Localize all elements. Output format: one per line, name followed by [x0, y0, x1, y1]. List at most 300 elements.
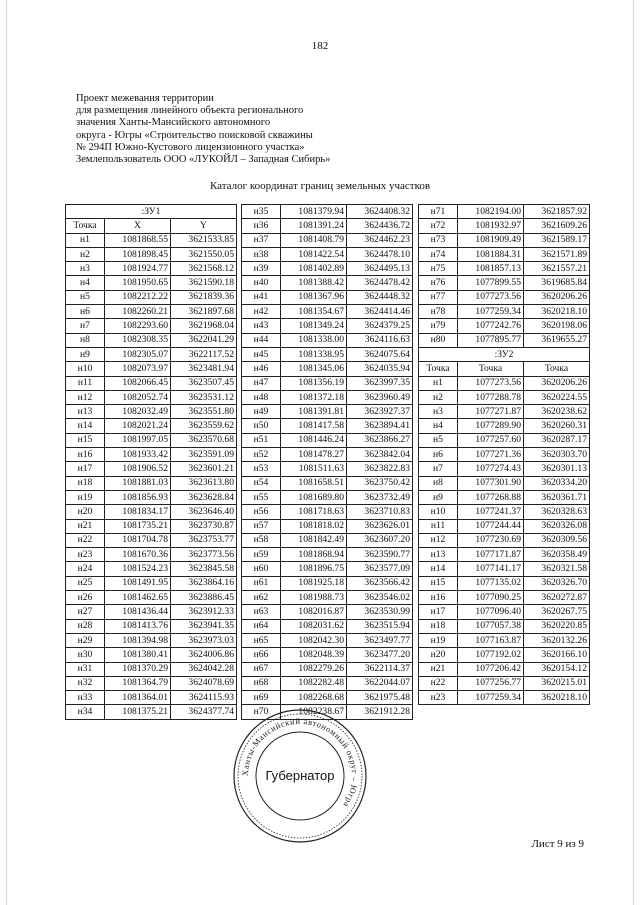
coordinate-y: 3623507.45: [171, 376, 237, 390]
table-row: [242, 691, 413, 705]
coordinate-x: 1077241.37: [458, 505, 524, 519]
point-id: н27: [66, 605, 105, 619]
coordinate-y: 3621857.92: [524, 205, 590, 219]
coordinate-y: 3620303.70: [524, 448, 590, 462]
point-id: н76: [419, 276, 458, 290]
point-id: н20: [419, 648, 458, 662]
table-row: [66, 562, 237, 576]
coordinate-y: 3624075.64: [347, 347, 413, 361]
coordinate-x: 1081402.89: [281, 262, 347, 276]
zu1-title: :ЗУ1: [66, 205, 237, 219]
point-id: н42: [242, 305, 281, 319]
stamp-center-text: Губернатор: [265, 768, 335, 783]
table-row: [242, 662, 413, 676]
table-row: [66, 390, 237, 404]
point-id: н1: [419, 376, 458, 390]
table-row: [419, 247, 590, 261]
point-id: н53: [242, 462, 281, 476]
coordinate-x: 1081394.98: [105, 633, 171, 647]
point-id: н6: [66, 305, 105, 319]
table-row: [66, 233, 237, 247]
coordinate-x: 1082238.67: [281, 705, 347, 719]
table-row: [242, 305, 413, 319]
point-id: н39: [242, 262, 281, 276]
coordinate-x: 1081422.54: [281, 247, 347, 261]
header-line: № 294П Южно-Кустового лицензионного участка»: [76, 141, 305, 153]
table-row: [242, 333, 413, 347]
point-id: н34: [66, 705, 105, 719]
table-row: [66, 591, 237, 605]
point-id: н56: [242, 505, 281, 519]
table-row: [419, 562, 590, 576]
coordinate-y: 3623607.20: [347, 533, 413, 547]
table-row: [66, 648, 237, 662]
table-row: [419, 605, 590, 619]
coordinate-y: 3623730.87: [171, 519, 237, 533]
table-row: [66, 691, 237, 705]
header-line: Проект межевания территории: [76, 93, 214, 104]
table-row: [242, 290, 413, 304]
coordinate-x: 1081834.17: [105, 505, 171, 519]
table-row: [419, 219, 590, 233]
table-row: [419, 433, 590, 447]
table-row: [66, 305, 237, 319]
coordinate-x: 1081345.06: [281, 362, 347, 376]
coordinate-y: 3620334.20: [524, 476, 590, 490]
table-row: [66, 676, 237, 690]
coordinate-x: 1082042.30: [281, 633, 347, 647]
point-id: н21: [419, 662, 458, 676]
coordinate-x: 1081670.36: [105, 548, 171, 562]
point-id: н71: [419, 205, 458, 219]
point-id: н5: [419, 433, 458, 447]
point-id: н13: [66, 405, 105, 419]
table-row: [419, 405, 590, 419]
table-row: [66, 505, 237, 519]
table-row: [242, 376, 413, 390]
table-row: [419, 305, 590, 319]
point-id: н13: [419, 548, 458, 562]
coordinate-y: 3623570.68: [171, 433, 237, 447]
point-id: н38: [242, 247, 281, 261]
point-id: н54: [242, 476, 281, 490]
point-id: н20: [66, 505, 105, 519]
point-id: н12: [66, 390, 105, 404]
coordinate-y: 3623866.27: [347, 433, 413, 447]
table-row: [66, 419, 237, 433]
coordinate-x: 1081906.52: [105, 462, 171, 476]
coordinates-table-3: [418, 204, 590, 705]
table-row: [419, 490, 590, 504]
table-row: [419, 290, 590, 304]
point-id: н7: [419, 462, 458, 476]
table-row: [242, 462, 413, 476]
coordinate-y: 3623997.35: [347, 376, 413, 390]
coordinate-x: 1081925.18: [281, 576, 347, 590]
coordinate-x: 1077057.38: [458, 619, 524, 633]
coordinate-x: 1077230.69: [458, 533, 524, 547]
coordinate-x: 1077271.36: [458, 448, 524, 462]
point-id: н10: [419, 505, 458, 519]
point-id: н32: [66, 676, 105, 690]
coordinate-y: 3620224.55: [524, 390, 590, 404]
coordinate-y: 3623577.09: [347, 562, 413, 576]
coordinate-x: 1081391.24: [281, 219, 347, 233]
table-row: [242, 562, 413, 576]
coordinate-x: 1082260.21: [105, 305, 171, 319]
coordinate-y: 3619685.84: [524, 276, 590, 290]
coordinate-y: 3621609.26: [524, 219, 590, 233]
table-row: [419, 633, 590, 647]
table-row: [66, 319, 237, 333]
table-row: [242, 219, 413, 233]
table-row: [66, 490, 237, 504]
point-id: н73: [419, 233, 458, 247]
coordinate-y: 3620326.70: [524, 576, 590, 590]
coordinate-x: 1077090.25: [458, 591, 524, 605]
point-id: н75: [419, 262, 458, 276]
table-row: [242, 605, 413, 619]
table-row: [242, 405, 413, 419]
point-id: н24: [66, 562, 105, 576]
coordinate-y: 3621571.89: [524, 247, 590, 261]
point-id: н70: [242, 705, 281, 719]
table-row: [242, 247, 413, 261]
point-id: н12: [419, 533, 458, 547]
point-id: н47: [242, 376, 281, 390]
coordinate-y: 3620301.13: [524, 462, 590, 476]
coordinate-y: 3623960.49: [347, 390, 413, 404]
coordinate-y: 3621968.04: [171, 319, 237, 333]
point-id: н30: [66, 648, 105, 662]
table-row: [66, 333, 237, 347]
section-title-row: [419, 347, 590, 361]
coordinate-x: 1082308.35: [105, 333, 171, 347]
coordinate-y: 3620154.12: [524, 662, 590, 676]
table-row: [66, 433, 237, 447]
point-id: н69: [242, 691, 281, 705]
coordinate-y: 3623591.09: [171, 448, 237, 462]
header-line: округа - Югры «Строительство поисковой скважины: [76, 129, 313, 141]
coordinate-x: 1081356.19: [281, 376, 347, 390]
coordinate-y: 3624478.10: [347, 247, 413, 261]
coordinate-x: 1081417.58: [281, 419, 347, 433]
zu2-title: :ЗУ2: [419, 347, 590, 361]
table-row: [66, 533, 237, 547]
coordinate-x: 1077256.77: [458, 676, 524, 690]
table-row: [419, 419, 590, 433]
coordinate-y: 3622041.29: [171, 333, 237, 347]
coordinate-y: 3623497.77: [347, 633, 413, 647]
table-row: [419, 505, 590, 519]
point-id: н19: [419, 633, 458, 647]
coordinate-x: 1081380.41: [105, 648, 171, 662]
coordinate-x: 1081388.42: [281, 276, 347, 290]
table-row: [242, 205, 413, 219]
point-id: н58: [242, 533, 281, 547]
coordinate-x: 1077274.43: [458, 462, 524, 476]
coordinate-y: 3620218.10: [524, 305, 590, 319]
column-header: Точка: [419, 362, 458, 376]
point-id: н16: [419, 591, 458, 605]
point-id: н65: [242, 633, 281, 647]
table-row: [66, 276, 237, 290]
point-id: н37: [242, 233, 281, 247]
coordinate-x: 1081898.45: [105, 247, 171, 261]
coordinate-x: 1081364.01: [105, 691, 171, 705]
coordinate-y: 3623530.99: [347, 605, 413, 619]
point-id: н64: [242, 619, 281, 633]
point-id: н23: [66, 548, 105, 562]
coordinate-x: 1081372.18: [281, 390, 347, 404]
coordinate-x: 1081909.49: [458, 233, 524, 247]
coordinate-y: 3620309.56: [524, 533, 590, 547]
coordinate-x: 1081658.51: [281, 476, 347, 490]
table-row: [242, 633, 413, 647]
coordinate-y: 3623973.03: [171, 633, 237, 647]
coordinate-y: 3624448.32: [347, 290, 413, 304]
point-id: н21: [66, 519, 105, 533]
coordinate-y: 3623601.21: [171, 462, 237, 476]
coordinate-y: 3624116.63: [347, 333, 413, 347]
catalog-title: Каталог координат границ земельных участков: [209, 180, 431, 192]
coordinate-y: 3623886.45: [171, 591, 237, 605]
coordinate-y: 3620206.26: [524, 290, 590, 304]
table-row: [66, 290, 237, 304]
coordinate-x: 1082194.00: [458, 205, 524, 219]
coordinate-x: 1082021.24: [105, 419, 171, 433]
coordinate-x: 1081881.03: [105, 476, 171, 490]
coordinate-y: 3622117.52: [171, 347, 237, 361]
coordinate-y: 3623477.20: [347, 648, 413, 662]
point-id: н15: [419, 576, 458, 590]
table-row: [242, 419, 413, 433]
coordinate-y: 3624377.74: [171, 705, 237, 719]
coordinate-x: 1082016.87: [281, 605, 347, 619]
scan-edge-left: [6, 0, 7, 905]
coordinate-y: 3623590.77: [347, 548, 413, 562]
table-row: [242, 576, 413, 590]
coordinate-x: 1077244.44: [458, 519, 524, 533]
table-row: [66, 405, 237, 419]
coordinate-y: 3623912.33: [171, 605, 237, 619]
coordinate-y: 3623546.02: [347, 591, 413, 605]
coordinate-y: 3624115.93: [171, 691, 237, 705]
coordinate-x: 1081338.00: [281, 333, 347, 347]
point-id: н22: [66, 533, 105, 547]
table-row: [419, 319, 590, 333]
table-row: [66, 376, 237, 390]
table-row: [419, 448, 590, 462]
table-row: [66, 619, 237, 633]
column-header: Точка: [524, 362, 590, 376]
table-row: [66, 362, 237, 376]
point-id: н62: [242, 591, 281, 605]
coordinate-y: 3623626.01: [347, 519, 413, 533]
coordinate-y: 3624462.23: [347, 233, 413, 247]
coordinate-y: 3623613.80: [171, 476, 237, 490]
coordinate-y: 3620132.26: [524, 633, 590, 647]
coordinate-x: 1082032.49: [105, 405, 171, 419]
coordinate-y: 3623515.94: [347, 619, 413, 633]
coordinate-x: 1082073.97: [105, 362, 171, 376]
coordinate-x: 1077242.76: [458, 319, 524, 333]
point-id: н59: [242, 548, 281, 562]
table-row: [242, 676, 413, 690]
coordinate-y: 3623628.84: [171, 490, 237, 504]
table-row: [242, 476, 413, 490]
table-row: [66, 662, 237, 676]
point-id: н14: [419, 562, 458, 576]
coordinate-y: 3623566.42: [347, 576, 413, 590]
coordinate-y: 3623927.37: [347, 405, 413, 419]
point-id: н11: [419, 519, 458, 533]
coordinate-y: 3620361.71: [524, 490, 590, 504]
coordinate-x: 1081718.63: [281, 505, 347, 519]
table-row: [66, 448, 237, 462]
coordinate-x: 1077171.87: [458, 548, 524, 562]
point-id: н74: [419, 247, 458, 261]
table-row: [419, 576, 590, 590]
point-id: н15: [66, 433, 105, 447]
coordinate-x: 1077141.17: [458, 562, 524, 576]
point-id: н40: [242, 276, 281, 290]
coordinate-y: 3620206.26: [524, 376, 590, 390]
point-id: н51: [242, 433, 281, 447]
table-row: [242, 591, 413, 605]
point-id: н23: [419, 691, 458, 705]
point-id: н14: [66, 419, 105, 433]
point-id: н46: [242, 362, 281, 376]
point-id: н55: [242, 490, 281, 504]
table-row: [419, 462, 590, 476]
point-id: н8: [419, 476, 458, 490]
coordinate-x: 1081349.24: [281, 319, 347, 333]
point-id: н3: [419, 405, 458, 419]
table-row: [419, 691, 590, 705]
document-header: [76, 93, 330, 166]
coordinate-y: 3624478.42: [347, 276, 413, 290]
coordinate-y: 3623710.83: [347, 505, 413, 519]
table-row: [66, 605, 237, 619]
coordinate-y: 3623481.94: [171, 362, 237, 376]
point-id: н11: [66, 376, 105, 390]
coordinate-x: 1081884.31: [458, 247, 524, 261]
point-id: н19: [66, 490, 105, 504]
coordinate-y: 3621533.85: [171, 233, 237, 247]
table-row: [419, 648, 590, 662]
table-row: [66, 476, 237, 490]
point-id: н16: [66, 448, 105, 462]
table-row: [419, 205, 590, 219]
table-row: [242, 233, 413, 247]
point-id: н63: [242, 605, 281, 619]
coordinate-y: 3620166.10: [524, 648, 590, 662]
table-row: [242, 619, 413, 633]
table-row: [66, 519, 237, 533]
coordinate-x: 1081367.96: [281, 290, 347, 304]
point-id: н18: [66, 476, 105, 490]
point-id: н6: [419, 448, 458, 462]
point-id: н78: [419, 305, 458, 319]
table-row: [419, 533, 590, 547]
point-id: н17: [419, 605, 458, 619]
table-row: [419, 276, 590, 290]
coordinate-x: 1081338.95: [281, 347, 347, 361]
header-line: значения Ханты-Мансийского автономного: [76, 117, 271, 129]
point-id: н41: [242, 290, 281, 304]
coordinate-x: 1081524.23: [105, 562, 171, 576]
coordinate-x: 1081950.65: [105, 276, 171, 290]
point-id: н4: [419, 419, 458, 433]
point-id: н36: [242, 219, 281, 233]
stamp-ring-text: Ханты-Мансийский автономный округ – Югра: [239, 715, 361, 810]
table-row: [242, 490, 413, 504]
coordinate-y: 3620218.10: [524, 691, 590, 705]
coordinate-x: 1077289.90: [458, 419, 524, 433]
table-row: [419, 548, 590, 562]
coordinate-y: 3624414.46: [347, 305, 413, 319]
coordinate-x: 1081379.94: [281, 205, 347, 219]
coordinate-y: 3621568.12: [171, 262, 237, 276]
coordinate-x: 1081932.97: [458, 219, 524, 233]
table-row: [419, 619, 590, 633]
coordinate-x: 1081868.55: [105, 233, 171, 247]
coordinate-x: 1077192.02: [458, 648, 524, 662]
point-id: н31: [66, 662, 105, 676]
point-id: н61: [242, 576, 281, 590]
coordinate-x: 1081997.05: [105, 433, 171, 447]
point-id: н68: [242, 676, 281, 690]
point-id: н29: [66, 633, 105, 647]
coordinate-x: 1081896.75: [281, 562, 347, 576]
coordinate-y: 3621839.36: [171, 290, 237, 304]
coordinate-y: 3620220.85: [524, 619, 590, 633]
coordinate-x: 1082212.22: [105, 290, 171, 304]
coordinate-y: 3623559.62: [171, 419, 237, 433]
coordinate-y: 3620287.17: [524, 433, 590, 447]
table-row: [419, 519, 590, 533]
point-id: н18: [419, 619, 458, 633]
point-id: н9: [66, 347, 105, 361]
table-row: [242, 519, 413, 533]
coordinate-x: 1077259.34: [458, 305, 524, 319]
point-id: н44: [242, 333, 281, 347]
coordinate-y: 3619655.27: [524, 333, 590, 347]
coordinates-table-1: [65, 204, 237, 720]
coordinate-x: 1077135.02: [458, 576, 524, 590]
coordinate-y: 3620272.87: [524, 591, 590, 605]
point-id: н3: [66, 262, 105, 276]
point-id: н9: [419, 490, 458, 504]
point-id: н17: [66, 462, 105, 476]
sheet-label: Лист 9 из 9: [531, 838, 584, 850]
coordinates-table-2: [241, 204, 413, 720]
table-row: [242, 390, 413, 404]
point-id: н7: [66, 319, 105, 333]
table-row: [242, 648, 413, 662]
coordinate-y: 3620328.63: [524, 505, 590, 519]
point-id: н60: [242, 562, 281, 576]
point-id: н26: [66, 591, 105, 605]
coordinate-x: 1081868.94: [281, 548, 347, 562]
point-id: н43: [242, 319, 281, 333]
point-id: н2: [419, 390, 458, 404]
coordinate-x: 1077096.40: [458, 605, 524, 619]
table-row: [66, 576, 237, 590]
table-row: [66, 262, 237, 276]
coordinate-x: 1082268.68: [281, 691, 347, 705]
